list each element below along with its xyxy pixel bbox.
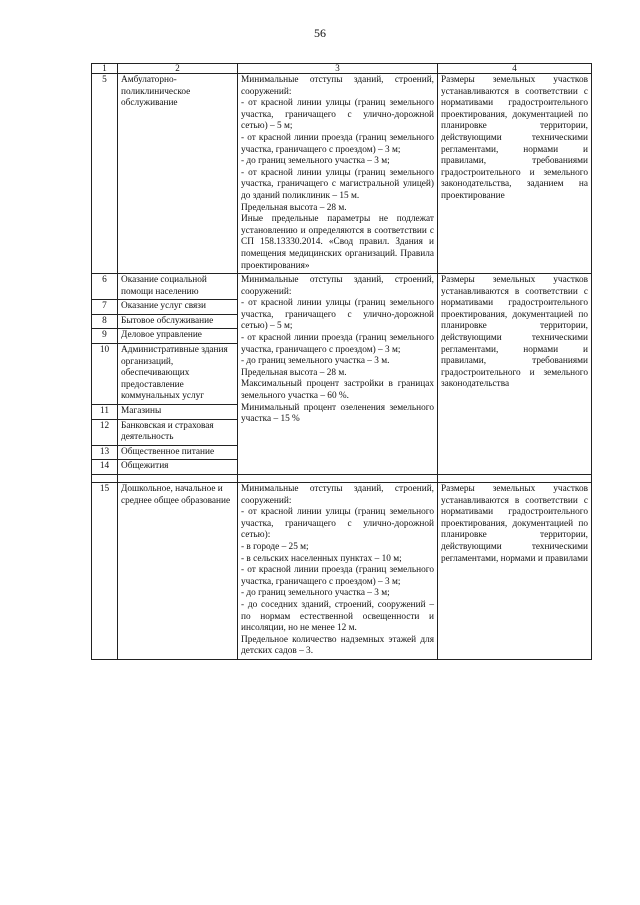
parameter-line: - до границ земельного участка – 3 м; — [241, 588, 390, 599]
table-row — [92, 483, 592, 660]
row-number: 5 — [92, 74, 118, 274]
parameter-line: - до границ земельного участка – 3 м; — [241, 156, 390, 167]
row-number: 6 — [92, 274, 118, 300]
row-number: 10 — [92, 344, 118, 405]
parameter-line: - до границ земельного участка – 3 м. — [241, 356, 390, 367]
parameter-line: Минимальный процент озеленения земельного участка – 15 % — [241, 402, 434, 425]
header-col-2: 2 — [118, 64, 238, 74]
plot-size-cell: Размеры земельных участков устанавливаются в соответствии с нормативами градостроительного проектирования, документацией по планировке территории, действующими техническими регламентами, нормами и правилами, требованиями градостроительного и земельного законодательства, заданием на проектирование — [438, 74, 592, 274]
use-type: Оказание услуг связи — [118, 300, 238, 315]
parameters-cell — [238, 274, 438, 475]
header-col-3: 3 — [238, 64, 438, 74]
use-type: Общественное питание — [118, 445, 238, 460]
use-type: Амбулаторно-поликлиническое обслуживание — [118, 74, 238, 274]
header-col-1: 1 — [92, 64, 118, 74]
parameter-line: - от красной линии улицы (границ земельного участка, граничащего с улично-дорожной сетью) – 5 м; — [241, 298, 434, 332]
table-header-row — [92, 64, 592, 74]
parameter-line: Предельное количество надземных этажей для детских садов – 3. — [241, 634, 434, 657]
row-number: 15 — [92, 483, 118, 660]
use-type: Общежития — [118, 460, 238, 475]
parameters-cell — [238, 483, 438, 660]
parameter-line: - от красной линии проезда (границ земельного участка, граничащего с проездом) – 3 м; — [241, 333, 434, 355]
parameter-line: Минимальные отступы зданий, строений, сооружений: — [241, 275, 434, 297]
parameter-line: Иные предельные параметры не подлежат установлению и определяются в соответствии с СП 158.13330.2014. «Свод правил. Здания и помещения медицинских организаций. Правила проектирования» — [241, 214, 434, 271]
parameter-line: Максимальный процент застройки в границах земельного участка – 60 %. — [241, 379, 434, 402]
zoning-table — [91, 63, 592, 660]
use-type: Магазины — [118, 405, 238, 420]
spacer-cell — [118, 475, 238, 483]
page-number: 56 — [314, 26, 326, 40]
parameter-line: - от красной линии проезда (границ земельного участка, граничащего с проездом) – 3 м; — [241, 565, 434, 587]
use-type: Бытовое обслуживание — [118, 314, 238, 329]
parameter-line: - в сельских населенных пунктах – 10 м; — [241, 553, 402, 564]
parameter-line: - до соседних зданий, строений, сооружений – по нормам естественной освещенности и инсоляции, но не менее 12 м. — [241, 599, 434, 634]
parameter-line: Минимальные отступы зданий, строений, сооружений: — [241, 484, 434, 506]
spacer-row — [92, 475, 592, 483]
spacer-cell — [92, 475, 118, 483]
row-number: 12 — [92, 419, 118, 445]
table-row — [92, 274, 592, 300]
spacer-cell — [238, 475, 438, 483]
use-type: Деловое управление — [118, 329, 238, 344]
row-number: 14 — [92, 460, 118, 475]
parameter-line: Минимальные отступы зданий, строений, сооружений: — [241, 75, 434, 97]
row-number: 9 — [92, 329, 118, 344]
use-type: Оказание социальной помощи населению — [118, 274, 238, 300]
parameter-line: - от красной линии улицы (границ земельного участка, граничащего с улично-дорожной сетью): — [241, 507, 434, 541]
row-number: 7 — [92, 300, 118, 315]
row-number: 13 — [92, 445, 118, 460]
parameter-line: - от красной линии улицы (границ земельного участка, граничащего с улично-дорожной сетью) – 5 м; — [241, 98, 434, 132]
parameter-line: Предельная высота – 28 м. — [241, 367, 347, 378]
use-type: Банковская и страховая деятельность — [118, 419, 238, 445]
row-number: 8 — [92, 314, 118, 329]
parameters-cell — [238, 74, 438, 274]
parameter-line: - в городе – 25 м; — [241, 541, 309, 552]
plot-size-cell: Размеры земельных участков устанавливаются в соответствии с нормативами градостроительного проектирования, документацией по планировке территории, действующими техническими регламентами, нормами и правилами — [438, 483, 592, 660]
table-row — [92, 74, 592, 274]
row-number: 11 — [92, 405, 118, 420]
use-type: Административные здания организаций, обеспечивающих предоставление коммунальных услуг — [118, 344, 238, 405]
parameter-line: - от красной линии улицы (границ земельного участка, граничащего с магистральной улицей) до зданий поликлиник – 15 м. — [241, 167, 434, 201]
plot-size-cell: Размеры земельных участков устанавливаются в соответствии с нормативами градостроительного проектирования, документацией по планировке территории, действующими техническими регламентами, нормами и правилами, требованиями градостроительного и земельного законодательства — [438, 274, 592, 475]
use-type: Дошкольное, начальное и среднее общее образование — [118, 483, 238, 660]
parameter-line: Предельная высота – 28 м. — [241, 202, 347, 213]
parameter-line: - от красной линии проезда (границ земельного участка, граничащего с проездом) – 3 м; — [241, 132, 434, 155]
spacer-cell — [438, 475, 592, 483]
header-col-4: 4 — [438, 64, 592, 74]
